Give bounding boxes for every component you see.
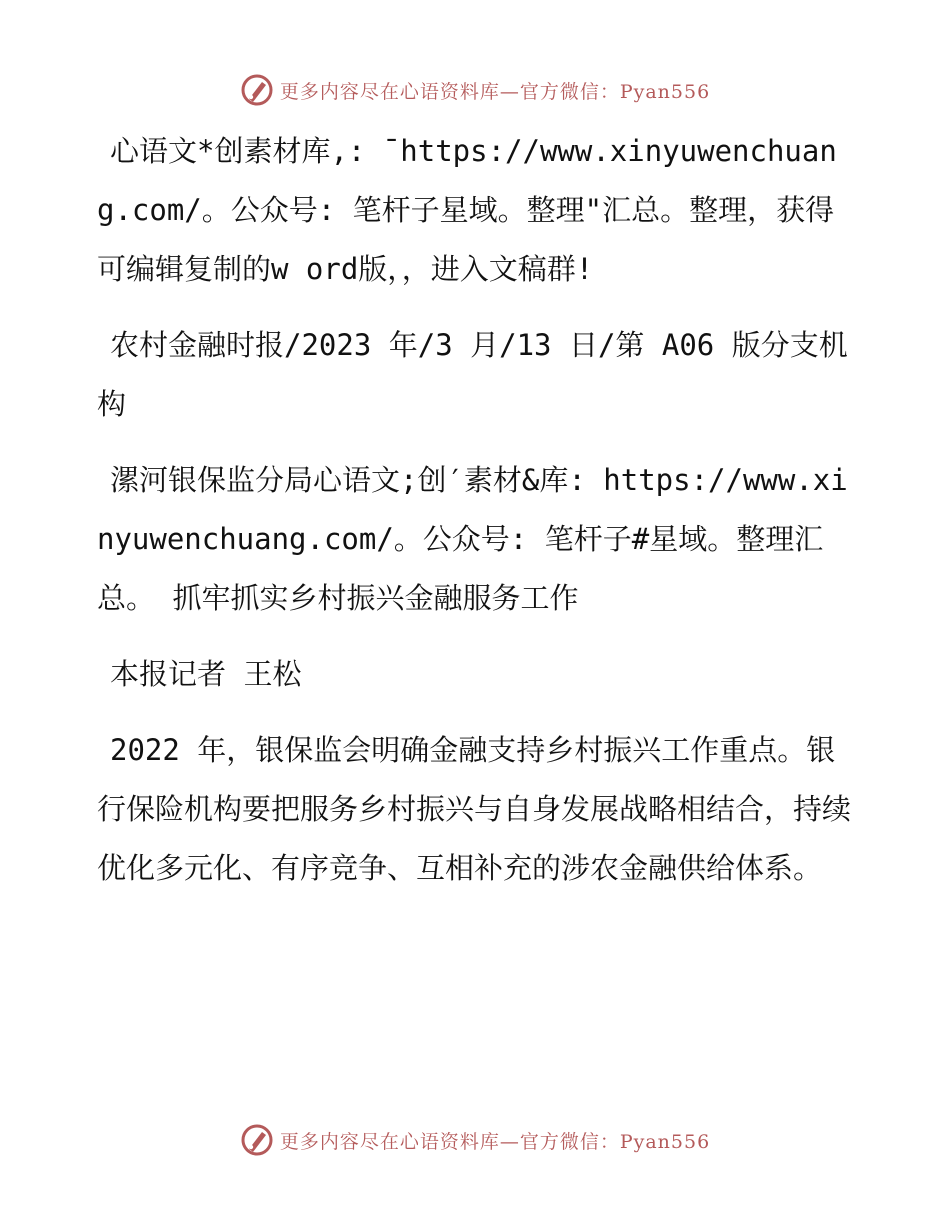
banner-text: 更多内容尽在心语资料库—官方微信：Pyan556 xyxy=(279,1130,711,1153)
document-body xyxy=(97,122,857,915)
footer-banner xyxy=(0,1120,950,1160)
source-line: 农村金融时报/2023 年/3 月/13 日/第 A06 版分支机构 xyxy=(97,328,848,421)
body-paragraph: 2022 年，银保监会明确金融支持乡村振兴工作重点。银行保险机构要把服务乡村振兴与自身发展战略相结合，持续优化多元化、有序竞争、互相补充的涉农金融供给体系。 xyxy=(97,733,852,885)
header-banner xyxy=(0,70,950,110)
headline-paragraph: 漯河银保监分局心语文;创′素材&库: https://www.xinyuwenchuang.com/。公众号: 笔杆子#星域。整理汇总。 抓牢抓实乡村振兴金融服务工作 xyxy=(97,463,848,615)
byline: 本报记者 王松 xyxy=(110,657,302,691)
pen-logo-icon xyxy=(240,73,274,107)
intro-paragraph: 心语文*创素材库,: ¯https://www.xinyuwenchuang.com/。公众号: 笔杆子星域。整理"汇总。整理，获得可编辑复制的w ord版，，进入文稿群! xyxy=(97,134,837,286)
banner-text: 更多内容尽在心语资料库—官方微信：Pyan556 xyxy=(279,80,711,103)
pen-logo-icon xyxy=(240,1123,274,1157)
